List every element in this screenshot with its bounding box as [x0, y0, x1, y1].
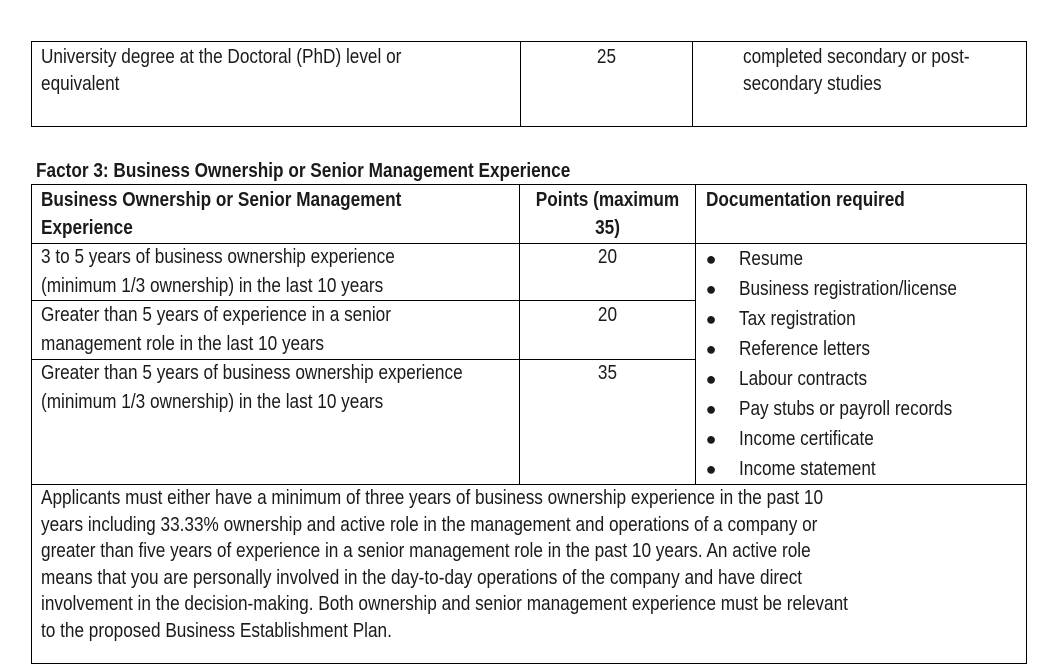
requirement-line: equivalent	[41, 73, 120, 95]
list-item: ● Labour contracts	[701, 364, 1021, 394]
bullet-icon: ●	[705, 279, 717, 299]
documentation-line: secondary studies	[743, 73, 882, 95]
factor-3-table	[31, 184, 1027, 664]
documentation-line: completed secondary or post-	[743, 46, 970, 68]
list-item: ● Business registration/license	[701, 274, 1021, 304]
column-divider	[695, 185, 696, 484]
list-item: ● Income statement	[701, 454, 1021, 484]
list-item: ● Income certificate	[701, 424, 1021, 454]
points-value: 25	[596, 46, 617, 68]
education-table-last-row	[31, 41, 1027, 127]
factor-3-heading: Factor 3: Business Ownership or Senior Management Experience	[36, 160, 571, 182]
list-item: ● Tax registration	[701, 304, 1021, 334]
documentation-cell	[693, 42, 1028, 126]
header-points: Points (maximum 35)	[535, 189, 680, 239]
row-points: 20	[597, 304, 618, 326]
list-item: ● Resume	[701, 244, 1021, 274]
bullet-icon: ●	[705, 249, 717, 269]
requirement-cell	[32, 42, 521, 126]
bullet-icon: ●	[705, 339, 717, 359]
row-points: 20	[597, 246, 618, 268]
eligibility-note: Applicants must either have a minimum of three years of business ownership experience in the past 10 years including 33.33% ownership and active role in the management and operations of a company or greater than five years of experience in a senior management role in the past 10 years. An active role means that you are personally involved in the day-to-day operations of the company and have direct involvement in the decision-making. Both ownership and senior management experience must be relevant to the proposed Business Establishment Plan.	[41, 487, 848, 642]
list-item: ● Reference letters	[701, 334, 1021, 364]
bullet-icon: ●	[705, 369, 717, 389]
bullet-icon: ●	[705, 399, 717, 419]
table-row: Greater than 5 years of experience in a senior management role in the last 10 years	[41, 304, 391, 355]
list-item: ● Pay stubs or payroll records	[701, 394, 1021, 424]
header-documentation: Documentation required	[706, 189, 905, 211]
documentation-list	[701, 244, 1021, 484]
table-row: 3 to 5 years of business ownership experience (minimum 1/3 ownership) in the last 10 years	[41, 246, 395, 297]
table-row: Greater than 5 years of business ownership experience (minimum 1/3 ownership) in the last 10 years	[41, 362, 463, 413]
row-points: 35	[597, 362, 618, 384]
bullet-icon: ●	[705, 429, 717, 449]
bullet-icon: ●	[705, 309, 717, 329]
header-experience: Business Ownership or Senior Management Experience	[41, 189, 402, 239]
requirement-line: University degree at the Doctoral (PhD) level or	[41, 46, 402, 68]
bullet-icon: ●	[705, 459, 717, 479]
points-cell	[521, 42, 693, 126]
